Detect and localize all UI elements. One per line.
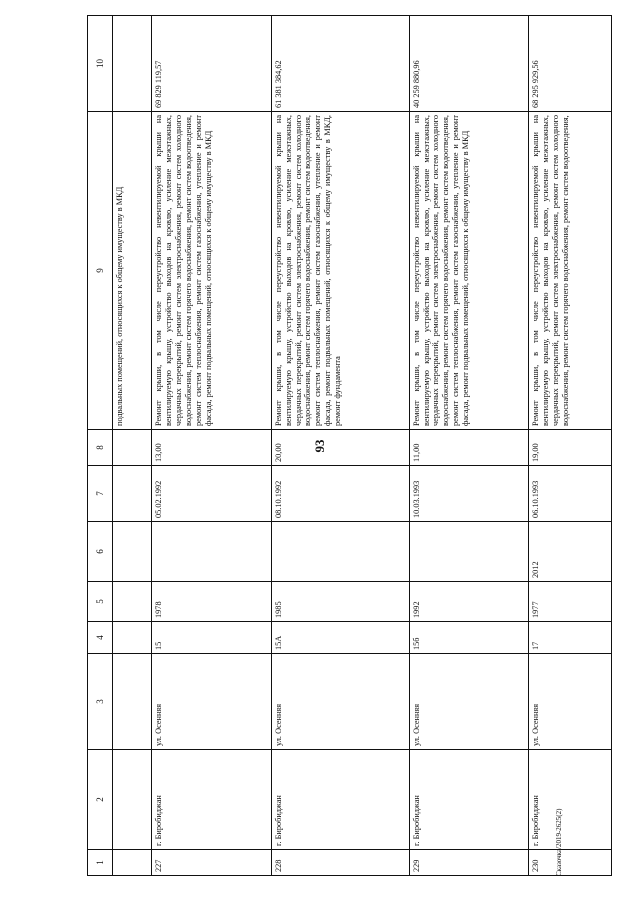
- header-cell: 1: [88, 850, 113, 876]
- cost-cell: 61 381 384,62: [271, 16, 409, 112]
- year-reconstruction-cell: 2012: [529, 522, 612, 582]
- header-cell: 3: [88, 654, 113, 750]
- row-number: 230: [529, 850, 612, 876]
- works-cell: Ремонт крыши, в том числе переустройство невентилируемой крыши на вентилируемую крышу, устройство выходов на кровлю, усиление межэтажных, чердачных перекрытий, ремонт систем электроснабжения, ремонт систем холодного водоснабжения, ремонт систем горячего водоснабжения, ремонт систем водоотведения, ремонт систем теплоснабжения, ремонт систем газоснабжения, утепление и ремонт фасада, ремонт подвальных помещений, относящихся к общему имуществу в МКД: [409, 112, 529, 430]
- date-cell: 10.03.1993: [409, 466, 529, 522]
- year-built-cell: 1978: [152, 582, 272, 622]
- year-built-cell: 1977: [529, 582, 612, 622]
- header-cell: 10: [88, 16, 113, 112]
- table-cell: [113, 582, 152, 622]
- works-cell: Ремонт крыши, в том числе переустройство невентилируемой крыши на вентилируемую крышу, устройство выходов на кровлю, усиление межэтажных, чердачных перекрытий, ремонт систем электроснабжения, ремонт систем холодного водоснабжения, ремонт систем горячего водоснабжения, ремонт систем водоотведения, ремонт систем теплоснабжения, ремонт систем газоснабжения, утепление и ремонт фасада, ремонт подвальных помещений, относящихся к общему имуществу в МКД, ремонт фундамента: [271, 112, 409, 430]
- city-cell: г. Биробиджан: [409, 750, 529, 850]
- floors-cell: 19,00: [529, 430, 612, 466]
- table-cell: [113, 654, 152, 750]
- table-row: [409, 16, 529, 876]
- footer-document-code: Сказочка/2019-2625(2): [555, 808, 563, 876]
- header-cell: 2: [88, 750, 113, 850]
- header-cell: 7: [88, 466, 113, 522]
- page-number: 93: [312, 439, 327, 453]
- table-cell: [113, 750, 152, 850]
- table-cell: [113, 622, 152, 654]
- city-cell: г. Биробиджан: [152, 750, 272, 850]
- street-cell: ул. Осенняя: [529, 654, 612, 750]
- year-reconstruction-cell: [271, 522, 409, 582]
- row-number: 227: [152, 850, 272, 876]
- table-cell: [113, 466, 152, 522]
- header-cell: 4: [88, 622, 113, 654]
- row-number: 229: [409, 850, 529, 876]
- year-built-cell: 1992: [409, 582, 529, 622]
- works-cell: Ремонт крыши, в том числе переустройство невентилируемой крыши на вентилируемую крышу, устройство выходов на кровлю, усиление межэтажных, чердачных перекрытий, ремонт систем электроснабжения, ремонт систем холодного водоснабжения, ремонт систем горячего водоснабжения, ремонт систем водоотведения, ремонт систем теплоснабжения, ремонт систем газоснабжения, утепление и ремонт фасада, ремонт подвальных помещений, относящихся к общему имуществу в МКД: [152, 112, 272, 430]
- header-cell: 5: [88, 582, 113, 622]
- city-cell: г. Биробиджан: [271, 750, 409, 850]
- houses-repair-table: [87, 15, 612, 876]
- floors-cell: 11,00: [409, 430, 529, 466]
- header-cell: 9: [88, 112, 113, 430]
- row-number: 228: [271, 850, 409, 876]
- works-cell: Ремонт крыши, в том числе переустройство невентилируемой крыши на вентилируемую крышу, устройство выходов на кровлю, усиление межэтажных, чердачных перекрытий, ремонт систем электроснабжения, ремонт систем холодного водоснабжения, ремонт систем горячего водоснабжения, ремонт систем водоотведения,: [529, 112, 612, 430]
- cost-cell: 69 829 119,57: [152, 16, 272, 112]
- floors-cell: 20,00: [271, 430, 409, 466]
- city-cell: г. Биробиджан: [529, 750, 612, 850]
- house-cell: 15А: [271, 622, 409, 654]
- works-cell: подвальных помещений, относящихся к общему имуществу в МКД: [113, 112, 152, 430]
- cost-cell: 40 259 880,96: [409, 16, 529, 112]
- table-cell: [113, 16, 152, 112]
- date-cell: 05.02.1992: [152, 466, 272, 522]
- floors-cell: 13,00: [152, 430, 272, 466]
- year-reconstruction-cell: [152, 522, 272, 582]
- table-row: [529, 16, 612, 876]
- table-cell: [113, 850, 152, 876]
- continuation-row: [113, 16, 152, 876]
- table-row: [271, 16, 409, 876]
- header-cell: 6: [88, 522, 113, 582]
- cost-cell: 68 295 929,56: [529, 16, 612, 112]
- header-cell: 8: [88, 430, 113, 466]
- date-cell: 08.10.1992: [271, 466, 409, 522]
- street-cell: ул. Осенняя: [409, 654, 529, 750]
- table-cell: [113, 522, 152, 582]
- year-built-cell: 1985: [271, 582, 409, 622]
- column-number-header-row: [88, 16, 113, 876]
- street-cell: ул. Осенняя: [271, 654, 409, 750]
- house-cell: 15б: [409, 622, 529, 654]
- year-reconstruction-cell: [409, 522, 529, 582]
- rotated-table-container: [87, 16, 612, 876]
- table-row: [152, 16, 272, 876]
- street-cell: ул. Осенняя: [152, 654, 272, 750]
- house-cell: 17: [529, 622, 612, 654]
- table-cell: [113, 430, 152, 466]
- house-cell: 15: [152, 622, 272, 654]
- date-cell: 06.10.1993: [529, 466, 612, 522]
